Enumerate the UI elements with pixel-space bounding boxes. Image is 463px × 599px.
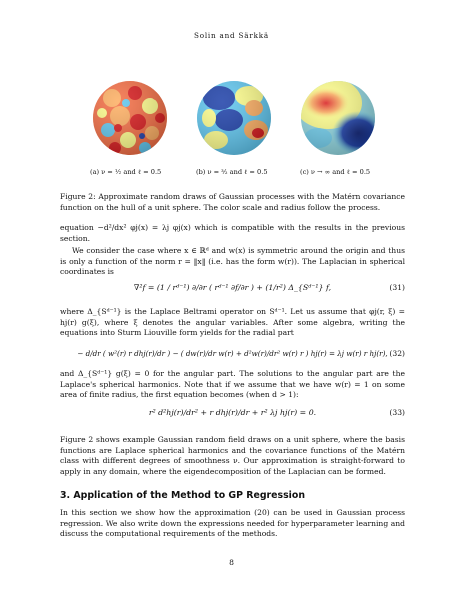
sphere-b-image [194,78,274,158]
page-number: 8 [229,558,234,567]
section-3-paragraph: In this section we show how the approximation (20) can be used in Gaussian process regression. We also write down the expressions needed for hyperparameter learning and discuss the computational requirements of the methods. [60,508,405,539]
equation-33: r² d²hj(r)/dr² + r dhj(r)/dr + r² λj hj(r) = 0. [148,408,317,417]
equation-32-number: (32) [389,349,405,358]
equation-32: − d/dr ( w²(r) r dhj(r)/dr ) − ( dw(r)/dr w(r) + d²w(r)/dr² w(r) r ) hj(r) = λj w(r) r hj(r), [77,349,388,358]
running-header: Solin and Särkkä [193,31,269,40]
section-3-heading: 3. Application of the Method to GP Regression [60,490,306,501]
equation-33-number: (33) [389,408,405,417]
paragraph-5: Figure 2 shows example Gaussian random field draws on a unit sphere, where the basis functions are Laplace spherical harmonics and the covariance functions of the Matérn class with different degrees of smoothness ν. Our approximation is straight-forward to apply in any domain, where the eigendecomposition of the Laplacian can be formed. [60,435,405,476]
equation-31: ∇²f = (1 / rᵈ⁻¹) ∂/∂r ( rᵈ⁻¹ ∂f/∂r ) + (1/r²) Δ_{Sᵈ⁻¹} f, [133,283,332,292]
sphere-a-image [90,78,170,158]
figure-caption: Figure 2: Approximate random draws of Gaussian processes with the Matérn covariance function on the hull of a unit sphere. The color scale and radius follow the process. [60,192,405,212]
paragraph-3: where Δ_{Sᵈ⁻¹} is the Laplace Beltrami operator on Sᵈ⁻¹. Let us assume that φj(r, ξ) = hj(r) g(ξ), where ξ denotes the angular variables. After some algebra, writing the equations into Sturm Liouville form yields for the radial part [60,307,405,338]
paragraph-1: equation −d²/dx² φj(x) = λj φj(x) which is compatible with the results in the previous section. [60,223,405,243]
subcaption-a: (a) ν = ½ and ℓ = 0.5 [90,168,162,176]
equation-31-number: (31) [389,283,405,292]
subcaption-c: (c) ν → ∞ and ℓ = 0.5 [300,168,371,176]
sphere-c-image [298,78,378,158]
subcaption-b: (b) ν = ³⁄₂ and ℓ = 0.5 [196,168,268,176]
paragraph-2: We consider the case where x ∈ ℝᵈ and w(x) is symmetric around the origin and thus is only a function of the norm r = ‖x‖ (i.e. has the form w(r)). The Laplacian in spherical coordinates is [60,246,405,277]
paragraph-4: and Δ_{Sᵈ⁻¹} g(ξ) = 0 for the angular part. The solutions to the angular part are the Laplace's spherical harmonics. Note that if we assume that we have w(r) = 1 on some area of finite radius, the first equation becomes (when d > 1): [60,369,405,400]
